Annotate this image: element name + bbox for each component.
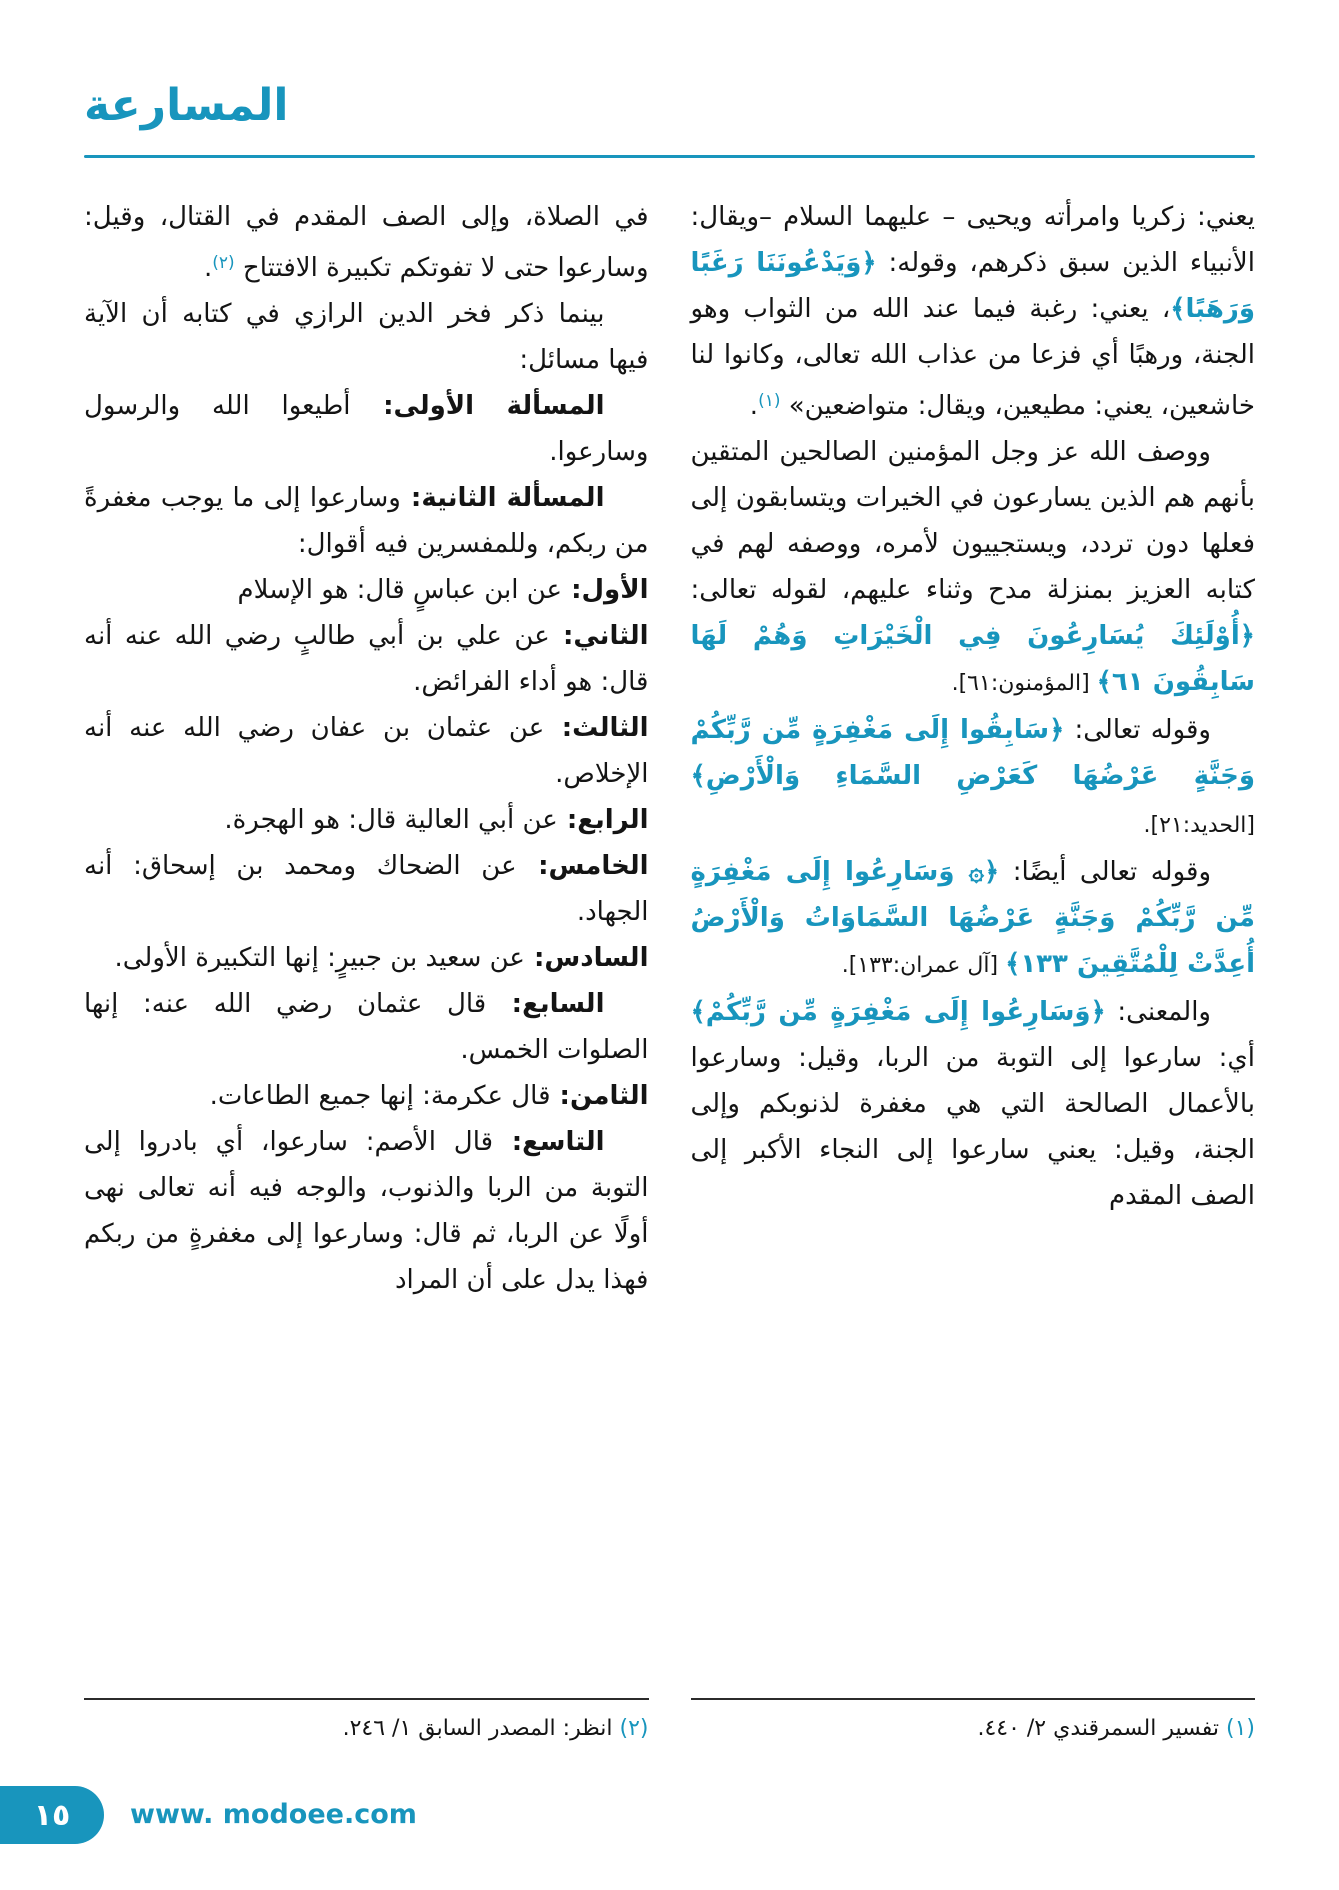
text-run: عن عثمان بن عفان رضي الله عنه أنه الإخلاص. — [84, 713, 649, 789]
text-run: أطيعوا الله والرسول وسارعوا. — [84, 391, 649, 467]
text-run: بينما ذكر فخر الدين الرازي في كتابه أن الآية فيها مسائل: — [84, 299, 649, 375]
text-run: أي: سارعوا إلى التوبة من الربا، وقيل: وسارعوا بالأعمال الصالحة التي هي مغفرة لذنوبكم وإلى الجنة، وقيل: يعني سارعوا إلى النجاء الأكبر إلى الصف المقدم — [690, 1043, 1255, 1211]
quran-verse: ﴿وَسَارِعُوا إِلَى مَغْفِرَةٍ مِّن رَّبِّكُمْ﴾ — [690, 997, 1106, 1027]
text-run: . — [203, 253, 213, 283]
bold-lead: السادس: — [524, 943, 649, 973]
text-run: وقوله تعالى أيضًا: — [999, 857, 1211, 887]
left-column — [84, 194, 649, 1674]
bold-lead: الأول: — [562, 575, 649, 605]
paragraph — [84, 194, 649, 291]
verse-citation: [المؤمنون:٦١]. — [951, 671, 1097, 696]
paragraph — [84, 1119, 649, 1303]
text-run: يعني: زكريا وامرأته ويحيى – عليهما السلام –ويقال: الأنبياء الذين سبق ذكرهم، وقوله: — [690, 202, 1255, 278]
two-column-body — [84, 194, 1255, 1674]
paragraph — [84, 567, 649, 613]
footnote-column-left — [84, 1698, 649, 1746]
right-column — [691, 194, 1256, 1674]
quran-verse: ﴿وَيَدْعُونَنَا رَغَبًا وَرَهَبًا﴾ — [690, 248, 1255, 324]
bold-lead: الخامس: — [516, 851, 649, 881]
footnote — [691, 1712, 1256, 1746]
text-run: والمعنى: — [1105, 997, 1211, 1027]
quran-verse: ﴿۞ وَسَارِعُوا إِلَى مَغْفِرَةٍ مِّن رَّبِّكُمْ وَجَنَّةٍ عَرْضُهَا السَّمَاوَاتُ وَالْأَرْضُ أُعِدَّتْ لِلْمُتَّقِينَ ١٣٣﴾ — [690, 857, 1255, 979]
text-run: انظر: المصدر السابق ١/ ٢٤٦. — [342, 1716, 613, 1741]
page-footer — [0, 1786, 1339, 1844]
page-number: ١٥ — [33, 1797, 71, 1833]
paragraph — [84, 935, 649, 981]
bold-lead: السابع: — [486, 989, 605, 1019]
footnote-ref: (٢) — [212, 253, 235, 273]
header-rule — [84, 155, 1255, 158]
paragraph — [84, 843, 649, 935]
quran-verse: ﴿أُوْلَئِكَ يُسَارِعُونَ فِي الْخَيْرَاتِ وَهُمْ لَهَا سَابِقُونَ ٦١﴾ — [690, 621, 1255, 697]
text-run: قال عثمان رضي الله عنه: إنها الصلوات الخمس. — [84, 989, 649, 1065]
paragraph — [84, 291, 649, 383]
text-run: وقوله تعالى: — [1064, 715, 1211, 745]
verse-citation: [الحديد:٢١]. — [1143, 813, 1255, 838]
paragraph — [691, 989, 1256, 1219]
page-number-badge — [0, 1786, 104, 1844]
footnote — [84, 1712, 649, 1746]
footnote-separator — [691, 1698, 1256, 1700]
page-header — [84, 58, 1255, 158]
bold-lead: الثاني: — [549, 621, 649, 651]
paragraph — [84, 613, 649, 705]
text-run: ، يعني: رغبة فيما عند الله من الثواب وهو الجنة، ورهبًا أي فزعا من عذاب الله تعالى، وكانوا لنا خاشعين، يعني: مطيعين، ويقال: متواضعين» — [690, 294, 1255, 421]
text-run: قال عكرمة: إنها جميع الطاعات. — [209, 1081, 551, 1111]
text-run: عن الضحاك ومحمد بن إسحاق: أنه الجهاد. — [84, 851, 649, 927]
text-run: وسارعوا إلى ما يوجب مغفرةً من ربكم، وللمفسرين فيه أقوال: — [84, 483, 649, 559]
bold-lead: الثالث: — [544, 713, 649, 743]
text-run: عن سعيد بن جبيرٍ: إنها التكبيرة الأولى. — [114, 943, 525, 973]
paragraph — [84, 383, 649, 475]
paragraph — [691, 849, 1256, 989]
bold-lead: المسألة الأولى: — [350, 391, 605, 421]
text-run: عن علي بن أبي طالبٍ رضي الله عنه أنه قال: هو أداء الفرائض. — [84, 621, 649, 697]
bold-lead: الرابع: — [557, 805, 649, 835]
paragraph — [84, 705, 649, 797]
website-link[interactable]: www. modoee.com — [130, 1799, 417, 1830]
paragraph — [84, 475, 649, 567]
paragraph — [84, 797, 649, 843]
bold-lead: التاسع: — [493, 1127, 605, 1157]
bold-lead: المسألة الثانية: — [400, 483, 605, 513]
footnote-column-right — [691, 1698, 1256, 1746]
text-run: عن أبي العالية قال: هو الهجرة. — [224, 805, 558, 835]
footnote-number: (١) — [1219, 1716, 1255, 1741]
text-run: ووصف الله عز وجل المؤمنين الصالحين المتقين بأنهم هم الذين يسارعون في الخيرات ويتسابقون إلى فعلها دون تردد، ويستجييون لأمره، ووصفه لهم في كتابه العزيز بمنزلة مدح وثناء عليهم، لقوله تعالى: — [690, 437, 1255, 605]
paragraph — [691, 194, 1256, 429]
verse-citation: [آل عمران:١٣٣]. — [841, 953, 1006, 978]
chapter-title: المسارعة — [84, 80, 289, 131]
footnote-separator — [84, 1698, 649, 1700]
text-run: عن ابن عباسٍ قال: هو الإسلام — [237, 575, 563, 605]
footnotes-area — [84, 1698, 1255, 1746]
bold-lead: الثامن: — [550, 1081, 649, 1111]
text-run: تفسير السمرقندي ٢/ ٤٤٠. — [977, 1716, 1219, 1741]
paragraph — [691, 707, 1256, 849]
text-run: . — [749, 391, 759, 421]
paragraph — [84, 1073, 649, 1119]
text-run: في الصلاة، وإلى الصف المقدم في القتال، وقيل: وسارعوا حتى لا تفوتكم تكبيرة الافتتاح — [84, 202, 649, 283]
footnote-ref: (١) — [758, 391, 781, 411]
paragraph — [84, 981, 649, 1073]
quran-verse: ﴿سَابِقُوا إِلَى مَغْفِرَةٍ مِّن رَّبِّكُمْ وَجَنَّةٍ عَرْضُهَا كَعَرْضِ السَّمَاءِ وَالْأَرْضِ﴾ — [690, 715, 1255, 791]
footnote-number: (٢) — [612, 1716, 649, 1741]
text-run: قال الأصم: سارعوا، أي بادروا إلى التوبة من الربا والذنوب، والوجه فيه أنه تعالى نهى أولًا عن الربا، ثم قال: وسارعوا إلى مغفرةٍ من ربكم فهذا يدل على أن المراد — [84, 1127, 649, 1295]
paragraph — [691, 429, 1256, 707]
